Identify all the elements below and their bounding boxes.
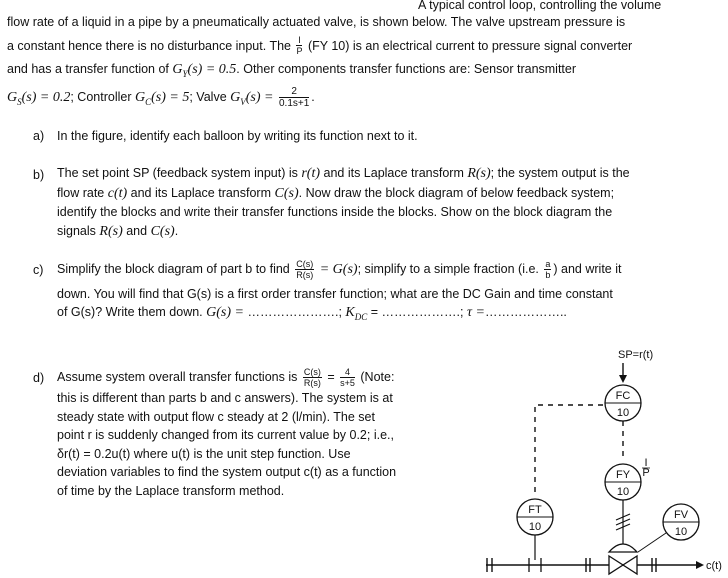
output-label: c(t) xyxy=(706,560,722,572)
valve-actuator xyxy=(609,544,637,552)
fc-10-balloon xyxy=(605,385,641,421)
measurement-signal-line xyxy=(535,405,605,492)
part-c-line-1: Simplify the block diagram of part b to find $\frac{C(s)}{R(s)}$ = G(s); simplify to a simple fraction (i.e. $\frac{a}{b}$ ) and write it xyxy=(57,259,622,280)
process-pipe xyxy=(486,558,700,572)
part-c-line-3: of G(s)? Write them down. G(s) = ………………….; $K_{DC}$ = ……………….; τ =……………….. xyxy=(57,305,567,322)
svg-text:10: 10 xyxy=(674,526,688,538)
fv-leader-line xyxy=(638,533,666,552)
fy-10-balloon xyxy=(605,464,641,500)
svg-text:FY: FY xyxy=(615,469,631,481)
part-a-text: In the figure, identify each balloon by writing its function next to it. xyxy=(57,129,418,143)
part-d-line-1: Assume system overall transfer functions is $\frac{C(s)}{R(s)}$ = $\frac{4}{s+5}$ (Note: xyxy=(57,367,395,388)
ip-converter-label xyxy=(642,457,650,479)
intro-line-2: flow rate of a liquid in a pipe by a pneumatically actuated valve, is shown below. The valve upstream pressure is xyxy=(7,15,626,29)
svg-text:10: 10 xyxy=(528,521,542,533)
svg-text:FT: FT xyxy=(528,504,542,516)
fv-10-balloon xyxy=(663,504,699,540)
intro-line-1: A typical control loop, controlling the volume xyxy=(418,0,662,12)
svg-text:10: 10 xyxy=(616,486,630,498)
ft-10-balloon xyxy=(517,499,553,535)
valve-body-left xyxy=(609,556,623,574)
part-b-label: b) xyxy=(33,168,45,182)
intro-line-3: a constant hence there is no disturbance input. The $\frac{I}{P}$ (FY 10) is an electrical current to pressure signal converter xyxy=(7,34,633,56)
svg-text:I: I xyxy=(644,457,648,469)
part-b-text: The set point SP (feedback system input) is r(t) and its Laplace transform R(s); the system output is the flow rate c(t) and its Laplace transform C(s). Now draw the block diagram of below feedback system; identify the blocks and write their transfer functions inside the blocks. Show on the block diagram the signals R(s) and C(s). xyxy=(57,166,630,239)
intro-line-4: and has a transfer function of $G_Y(s) = 0.5$. Other components transfer functions are: Sensor transmitter xyxy=(7,62,577,79)
output-arrowhead xyxy=(696,561,704,569)
svg-text:P: P xyxy=(642,467,650,479)
intro-line-5: $G_S(s) = 0.2$; Controller $G_C(s) = 5$; Valve $G_V(s)$ = $\frac{2}{0.1s+1}$ . xyxy=(7,86,315,109)
svg-text:FV: FV xyxy=(673,509,689,521)
setpoint-arrowhead xyxy=(619,375,627,383)
svg-text:FC: FC xyxy=(615,390,631,402)
setpoint-label: SP=r(t) xyxy=(618,349,654,361)
svg-text:10: 10 xyxy=(616,407,630,419)
part-c-line-2: down. You will find that G(s) is a first order transfer function; what are the DC Gain and time constant xyxy=(57,287,613,301)
part-d-text: this is different than parts b and c answers). The system is at steady state with output flow c steady at 2 (l/min). The set point r is suddenly changed from its current value by 0.2; i.e., δr(t) = 0.2u(t) where u(t) is the unit step function. Use deviation variables to find the system output c(t) as a function of time by the Laplace transform method. xyxy=(57,391,397,498)
part-c-label: c) xyxy=(33,263,44,277)
part-d-label: d) xyxy=(33,371,45,385)
pneumatic-signal-line xyxy=(616,500,630,548)
part-a-label: a) xyxy=(33,129,45,143)
valve-body-right xyxy=(623,556,637,574)
